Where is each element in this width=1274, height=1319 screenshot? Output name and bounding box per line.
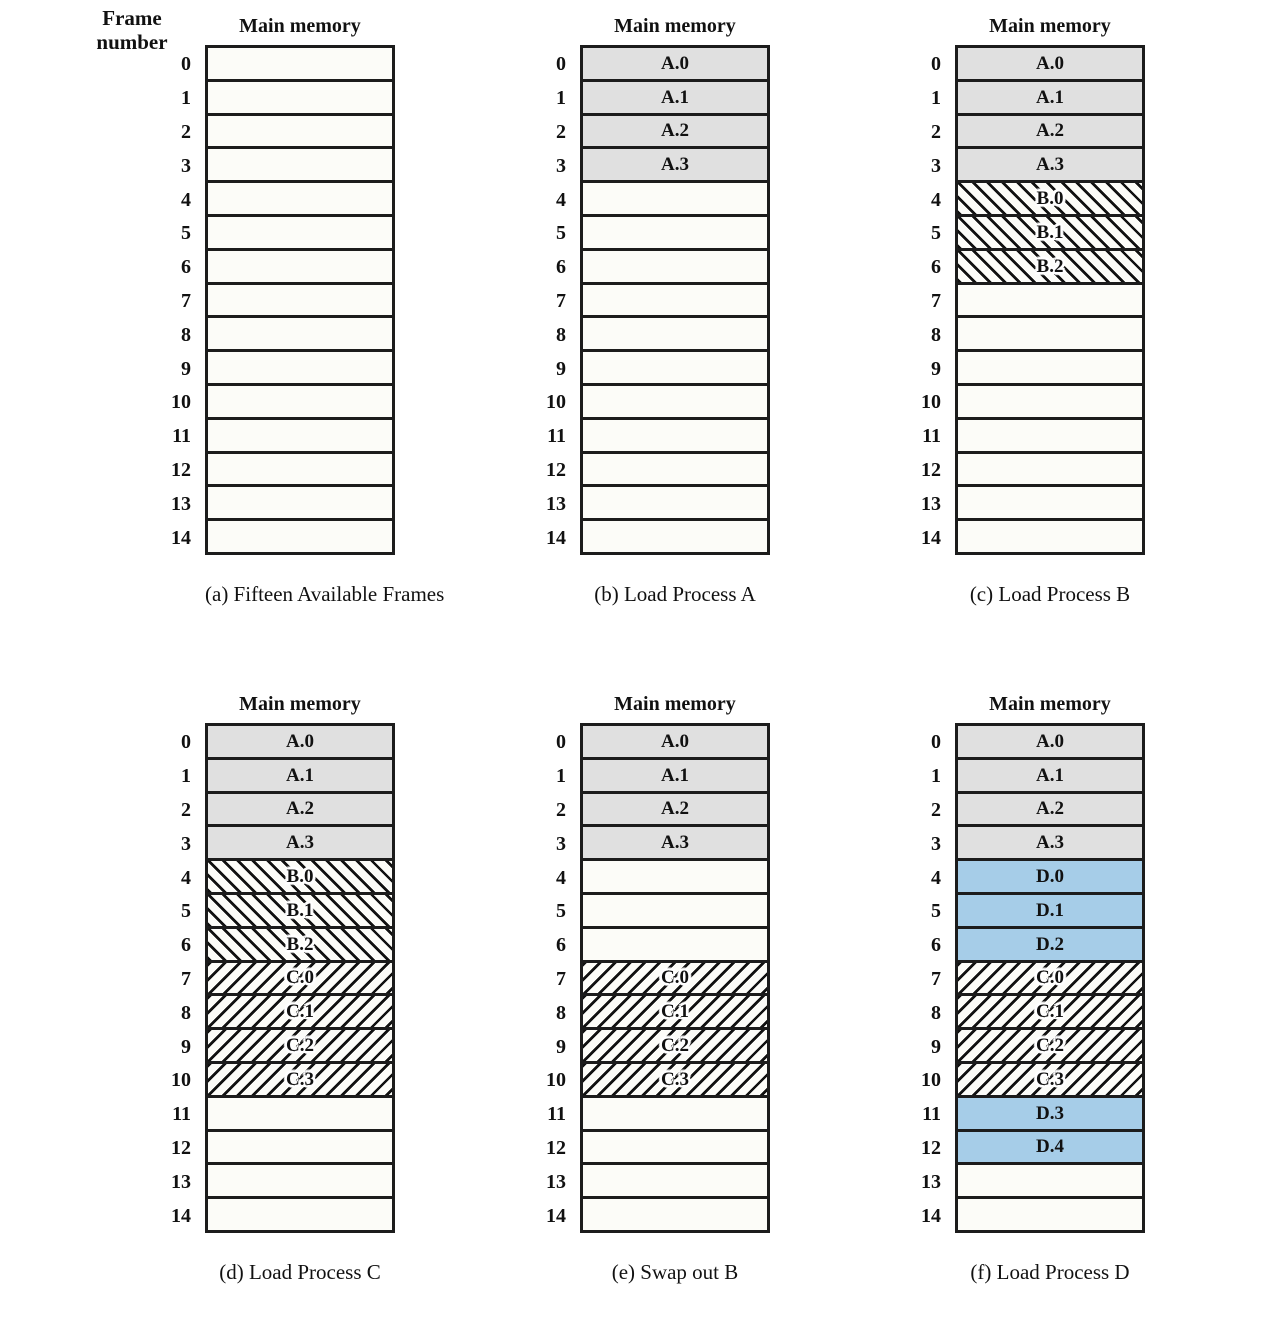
frame-cell-b-1 [583, 82, 767, 116]
frame-number: 12 [171, 458, 191, 481]
frame-number: 14 [546, 1204, 566, 1227]
frame-cell-label: D.1 [1036, 899, 1064, 921]
memory-column [955, 723, 1145, 1233]
main-memory-title: Main memory [614, 693, 736, 715]
frame-number: 9 [556, 357, 566, 380]
frame-cell-f-13 [958, 1165, 1142, 1199]
memory-column [955, 45, 1145, 555]
frame-number: 2 [181, 120, 191, 143]
frame-cell-c-2 [958, 116, 1142, 150]
frame-number: 12 [546, 1136, 566, 1159]
frame-number: 11 [172, 1103, 191, 1126]
frame-number: 5 [931, 222, 941, 245]
frame-cell-f-8 [958, 996, 1142, 1030]
frame-number: 7 [181, 967, 191, 990]
panel-caption-e: (e) Swap out B [611, 1259, 739, 1284]
frame-number: 4 [931, 188, 941, 211]
main-memory-title: Main memory [239, 15, 361, 37]
frame-cell-label: C.0 [1036, 967, 1064, 989]
panel-body [910, 723, 1145, 1233]
frame-cell-e-13 [583, 1165, 767, 1199]
panel-body [535, 723, 770, 1233]
frame-cell-f-2 [958, 794, 1142, 828]
frame-number: 4 [181, 866, 191, 889]
frame-cell-b-5 [583, 217, 767, 251]
frame-number: 6 [181, 256, 191, 279]
frame-number: 7 [181, 289, 191, 312]
panel-body [160, 723, 395, 1233]
frame-number: 13 [546, 1170, 566, 1193]
frame-number: 6 [181, 934, 191, 957]
frame-cell-e-14 [583, 1199, 767, 1230]
frame-number: 5 [931, 900, 941, 923]
frame-number: 10 [171, 391, 191, 414]
frame-cell-label: C.2 [1036, 1035, 1064, 1057]
frame-number: 13 [546, 492, 566, 515]
frame-number-column [160, 723, 205, 1233]
frame-number: 0 [556, 731, 566, 754]
frame-cell-b-7 [583, 285, 767, 319]
frame-cell-a-13 [208, 487, 392, 521]
frame-number: 1 [181, 765, 191, 788]
frame-number-column [535, 45, 580, 555]
frame-cell-f-5 [958, 895, 1142, 929]
frame-cell-label: A.2 [661, 120, 689, 142]
frame-cell-d-7 [208, 963, 392, 997]
frame-cell-label: C.3 [1036, 1068, 1064, 1090]
frame-cell-e-10 [583, 1064, 767, 1098]
frame-number: 1 [931, 765, 941, 788]
frame-cell-label: A.3 [661, 154, 689, 176]
frame-number: 1 [931, 87, 941, 110]
frame-cell-label: A.2 [1036, 798, 1064, 820]
frame-cell-label: B.2 [286, 933, 314, 955]
frame-cell-f-0 [958, 726, 1142, 760]
frame-cell-d-10 [208, 1064, 392, 1098]
frame-number: 9 [931, 357, 941, 380]
frame-cell-d-13 [208, 1165, 392, 1199]
frame-cell-f-9 [958, 1030, 1142, 1064]
panel-body [910, 45, 1145, 555]
frame-number-column [910, 45, 955, 555]
frame-cell-c-3 [958, 149, 1142, 183]
frame-number-label-line2: number [96, 30, 168, 54]
panel-b [535, 10, 770, 607]
frame-cell-b-3 [583, 149, 767, 183]
frame-number: 3 [181, 832, 191, 855]
frame-cell-f-12 [958, 1132, 1142, 1166]
frame-cell-label: A.0 [661, 730, 689, 752]
frame-number-column [160, 45, 205, 555]
frame-number: 5 [181, 222, 191, 245]
frame-cell-label: C.0 [661, 967, 689, 989]
frame-cell-f-6 [958, 929, 1142, 963]
frame-cell-c-10 [958, 386, 1142, 420]
frame-cell-a-8 [208, 318, 392, 352]
frame-number: 3 [931, 154, 941, 177]
memory-column [580, 45, 770, 555]
frame-cell-label: A.2 [661, 798, 689, 820]
frame-cell-label: C.0 [286, 967, 314, 989]
frame-cell-label: A.0 [1036, 52, 1064, 74]
frame-cell-c-11 [958, 420, 1142, 454]
frame-cell-f-3 [958, 827, 1142, 861]
frame-cell-label: A.0 [1036, 730, 1064, 752]
frame-cell-b-10 [583, 386, 767, 420]
frame-cell-e-9 [583, 1030, 767, 1064]
frame-cell-c-13 [958, 487, 1142, 521]
frame-number: 0 [556, 53, 566, 76]
frame-number: 4 [181, 188, 191, 211]
frame-cell-e-6 [583, 929, 767, 963]
panel-a [160, 10, 445, 607]
frame-number: 10 [921, 391, 941, 414]
frame-number: 2 [931, 798, 941, 821]
panel-caption-b: (b) Load Process A [594, 581, 756, 606]
frame-cell-d-5 [208, 895, 392, 929]
frame-cell-e-0 [583, 726, 767, 760]
frame-number: 13 [171, 1170, 191, 1193]
frame-number: 4 [931, 866, 941, 889]
panel-caption-c: (c) Load Process B [969, 581, 1131, 606]
frame-number: 11 [172, 425, 191, 448]
frame-cell-a-14 [208, 521, 392, 552]
frame-cell-d-9 [208, 1030, 392, 1064]
frame-cell-e-3 [583, 827, 767, 861]
panel-caption-a: (a) Fifteen Available Frames [205, 581, 445, 606]
frame-cell-c-12 [958, 454, 1142, 488]
panel-c [910, 10, 1145, 607]
frame-number: 0 [181, 731, 191, 754]
frame-number: 14 [921, 1204, 941, 1227]
main-memory-title: Main memory [989, 693, 1111, 715]
frame-cell-e-2 [583, 794, 767, 828]
frame-number: 4 [556, 188, 566, 211]
frame-number: 3 [181, 154, 191, 177]
frame-cell-a-3 [208, 149, 392, 183]
frame-number: 11 [547, 425, 566, 448]
frame-number: 8 [556, 323, 566, 346]
frame-number: 11 [922, 1103, 941, 1126]
frame-cell-f-11 [958, 1098, 1142, 1132]
frame-cell-label: D.4 [1036, 1136, 1064, 1158]
frame-cell-a-4 [208, 183, 392, 217]
frame-number: 8 [181, 1001, 191, 1024]
frame-number: 2 [556, 798, 566, 821]
frame-number-column [535, 723, 580, 1233]
frame-number: 2 [556, 120, 566, 143]
frame-number: 14 [171, 1204, 191, 1227]
main-memory-title: Main memory [239, 693, 361, 715]
frame-number: 10 [921, 1069, 941, 1092]
frame-cell-e-8 [583, 996, 767, 1030]
frame-cell-d-12 [208, 1132, 392, 1166]
frame-cell-label: A.1 [286, 764, 314, 786]
frame-cell-label: A.2 [286, 798, 314, 820]
frame-cell-d-11 [208, 1098, 392, 1132]
frame-number: 3 [931, 832, 941, 855]
frame-cell-a-12 [208, 454, 392, 488]
frame-number: 13 [921, 1170, 941, 1193]
frame-number: 6 [556, 934, 566, 957]
frame-number: 10 [546, 391, 566, 414]
frame-cell-d-4 [208, 861, 392, 895]
frame-cell-label: C.2 [661, 1035, 689, 1057]
frame-cell-c-7 [958, 285, 1142, 319]
frame-cell-label: B.2 [1036, 255, 1064, 277]
frame-cell-label: A.1 [1036, 764, 1064, 786]
frame-number: 7 [556, 967, 566, 990]
frame-cell-d-8 [208, 996, 392, 1030]
frame-cell-b-13 [583, 487, 767, 521]
frame-cell-a-10 [208, 386, 392, 420]
frame-cell-a-0 [208, 48, 392, 82]
frame-cell-f-4 [958, 861, 1142, 895]
frame-cell-a-7 [208, 285, 392, 319]
frame-cell-c-8 [958, 318, 1142, 352]
frame-number: 11 [922, 425, 941, 448]
frame-cell-b-6 [583, 251, 767, 285]
frame-cell-b-0 [583, 48, 767, 82]
frame-number: 6 [931, 256, 941, 279]
frame-cell-d-2 [208, 794, 392, 828]
frame-cell-b-4 [583, 183, 767, 217]
frame-cell-b-9 [583, 352, 767, 386]
panel-d [160, 688, 395, 1285]
frame-number: 0 [181, 53, 191, 76]
frame-cell-label: A.1 [661, 764, 689, 786]
frame-cell-a-1 [208, 82, 392, 116]
frame-cell-c-0 [958, 48, 1142, 82]
frame-number: 3 [556, 154, 566, 177]
frame-number: 9 [556, 1035, 566, 1058]
frame-cell-label: D.2 [1036, 933, 1064, 955]
frame-cell-label: C.1 [1036, 1001, 1064, 1023]
frame-cell-c-9 [958, 352, 1142, 386]
frame-cell-label: B.0 [1036, 188, 1064, 210]
frame-cell-label: B.0 [286, 866, 314, 888]
frame-cell-label: C.1 [286, 1001, 314, 1023]
frame-cell-label: A.3 [286, 832, 314, 854]
main-memory-title: Main memory [989, 15, 1111, 37]
frame-cell-e-5 [583, 895, 767, 929]
frame-number: 5 [556, 900, 566, 923]
frame-cell-label: B.1 [1036, 221, 1064, 243]
frame-cell-c-14 [958, 521, 1142, 552]
frame-number: 7 [931, 289, 941, 312]
panel-f [910, 688, 1145, 1285]
frame-number: 12 [921, 1136, 941, 1159]
frame-cell-c-1 [958, 82, 1142, 116]
memory-column [205, 723, 395, 1233]
frame-cell-f-14 [958, 1199, 1142, 1230]
frame-number: 5 [556, 222, 566, 245]
frame-number: 14 [171, 526, 191, 549]
frame-cell-label: A.2 [1036, 120, 1064, 142]
frame-cell-label: A.1 [661, 86, 689, 108]
frame-number: 6 [556, 256, 566, 279]
frame-number: 7 [931, 967, 941, 990]
panel-body [535, 45, 770, 555]
frame-cell-e-12 [583, 1132, 767, 1166]
frame-number: 14 [546, 526, 566, 549]
frame-cell-d-1 [208, 760, 392, 794]
frame-cell-c-4 [958, 183, 1142, 217]
frame-cell-e-1 [583, 760, 767, 794]
memory-column [580, 723, 770, 1233]
frame-number: 7 [556, 289, 566, 312]
frame-number: 1 [556, 765, 566, 788]
frame-cell-a-11 [208, 420, 392, 454]
frame-number: 5 [181, 900, 191, 923]
frame-number: 12 [921, 458, 941, 481]
memory-column [205, 45, 395, 555]
frame-cell-e-11 [583, 1098, 767, 1132]
frame-cell-label: D.3 [1036, 1102, 1064, 1124]
frame-number: 0 [931, 53, 941, 76]
frame-number: 14 [921, 526, 941, 549]
frame-number: 13 [171, 492, 191, 515]
frame-cell-b-2 [583, 116, 767, 150]
frame-cell-b-12 [583, 454, 767, 488]
frame-number-label-line1: Frame [102, 6, 162, 30]
panel-e [535, 688, 770, 1285]
frame-number: 2 [931, 120, 941, 143]
frame-number-column [910, 723, 955, 1233]
frame-number: 11 [547, 1103, 566, 1126]
frame-number: 10 [171, 1069, 191, 1092]
frame-cell-label: C.1 [661, 1001, 689, 1023]
frame-number: 2 [181, 798, 191, 821]
frame-cell-label: B.1 [286, 899, 314, 921]
frame-cell-label: C.2 [286, 1035, 314, 1057]
frame-number: 13 [921, 492, 941, 515]
frame-cell-d-3 [208, 827, 392, 861]
frame-cell-c-5 [958, 217, 1142, 251]
panel-caption-f: (f) Load Process D [970, 1259, 1130, 1284]
panel-caption-d: (d) Load Process C [219, 1259, 381, 1284]
frame-number: 0 [931, 731, 941, 754]
frame-cell-d-6 [208, 929, 392, 963]
frame-number: 9 [931, 1035, 941, 1058]
frame-cell-d-14 [208, 1199, 392, 1230]
frame-cell-label: A.3 [1036, 832, 1064, 854]
frame-cell-a-9 [208, 352, 392, 386]
frame-cell-b-11 [583, 420, 767, 454]
frame-cell-label: A.3 [661, 832, 689, 854]
frame-number: 10 [546, 1069, 566, 1092]
frame-cell-label: A.1 [1036, 86, 1064, 108]
frame-cell-d-0 [208, 726, 392, 760]
frame-number: 8 [931, 323, 941, 346]
frame-number: 8 [181, 323, 191, 346]
frame-number: 12 [546, 458, 566, 481]
frame-number: 8 [931, 1001, 941, 1024]
frame-number: 8 [556, 1001, 566, 1024]
frame-cell-a-5 [208, 217, 392, 251]
frame-cell-b-8 [583, 318, 767, 352]
frame-cell-b-14 [583, 521, 767, 552]
frame-cell-f-10 [958, 1064, 1142, 1098]
main-memory-title: Main memory [614, 15, 736, 37]
frame-cell-c-6 [958, 251, 1142, 285]
frame-number: 1 [556, 87, 566, 110]
frame-number: 4 [556, 866, 566, 889]
frame-number: 1 [181, 87, 191, 110]
frame-cell-label: A.3 [1036, 154, 1064, 176]
frame-cell-label: C.3 [286, 1068, 314, 1090]
frame-number: 9 [181, 357, 191, 380]
frame-cell-label: D.0 [1036, 866, 1064, 888]
frame-cell-f-1 [958, 760, 1142, 794]
frame-number: 3 [556, 832, 566, 855]
frame-number: 12 [171, 1136, 191, 1159]
frame-cell-e-4 [583, 861, 767, 895]
frame-cell-label: C.3 [661, 1068, 689, 1090]
frame-cell-a-6 [208, 251, 392, 285]
frame-number: 9 [181, 1035, 191, 1058]
frame-cell-e-7 [583, 963, 767, 997]
frame-cell-f-7 [958, 963, 1142, 997]
frame-cell-label: A.0 [661, 52, 689, 74]
frame-cell-label: A.0 [286, 730, 314, 752]
frame-number: 6 [931, 934, 941, 957]
panel-body [160, 45, 395, 555]
frame-cell-a-2 [208, 116, 392, 150]
